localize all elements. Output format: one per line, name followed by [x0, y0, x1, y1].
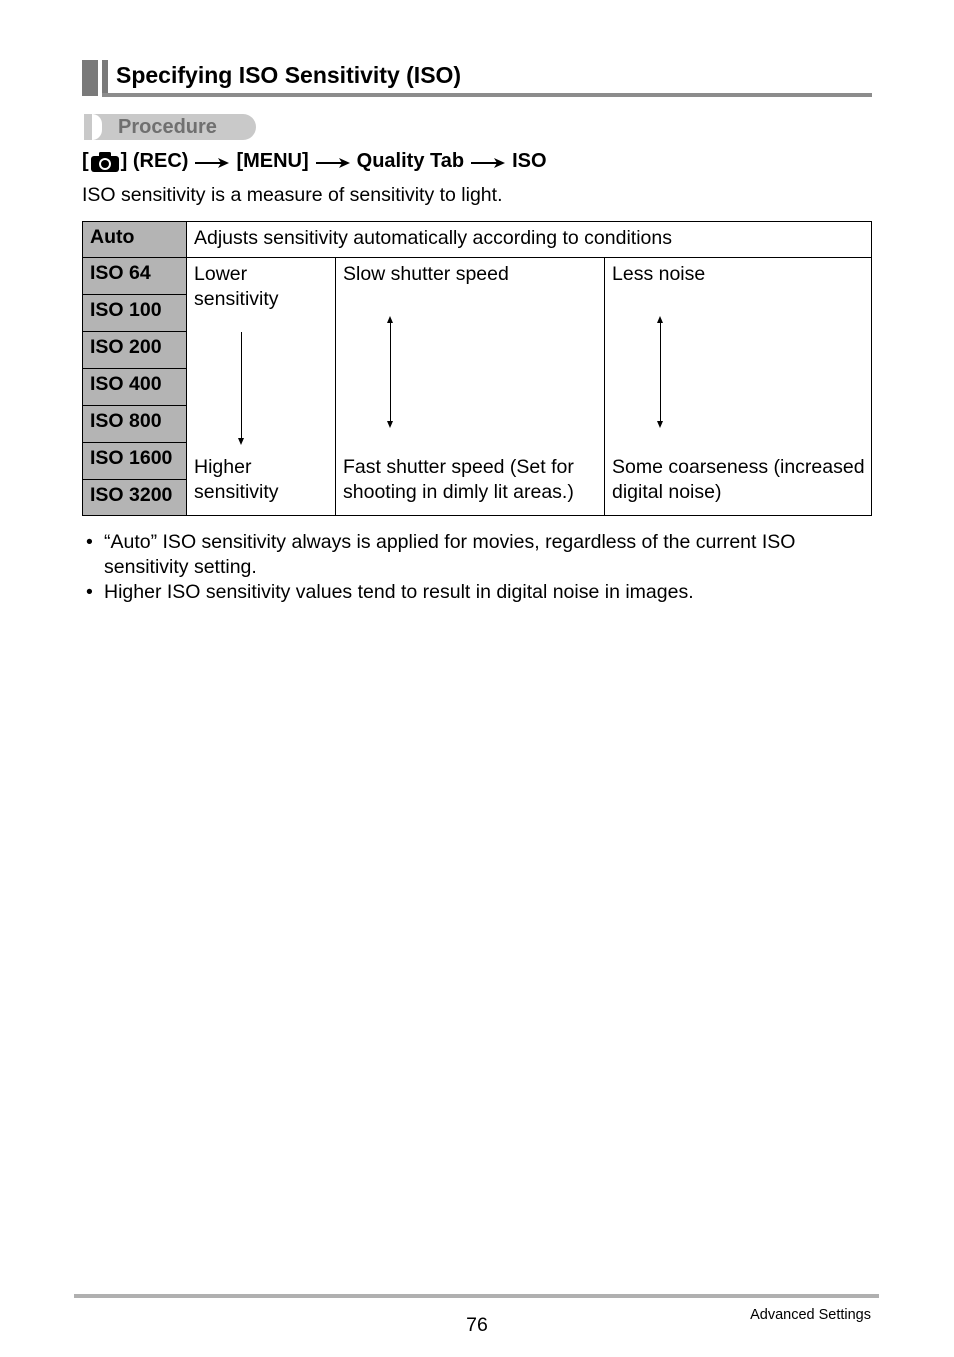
row-header-iso: ISO 200 [83, 332, 187, 369]
menu-path [82, 150, 547, 173]
sensitivity-top: Lower sensitivity [194, 263, 279, 310]
shutter-top: Slow shutter speed [343, 263, 509, 285]
table-row [83, 258, 872, 295]
path-menu: [MENU] [236, 150, 309, 172]
shutter-bottom: Fast shutter speed (Set for shooting in dimly lit areas.) [343, 456, 574, 503]
row-header-iso: ISO 400 [83, 369, 187, 406]
noise-column [605, 258, 872, 516]
noise-bottom: Some coarseness (increased digital noise) [612, 456, 865, 503]
list-item [82, 580, 872, 605]
page-title: Specifying ISO Sensitivity (ISO) [116, 62, 462, 88]
bullet: • [86, 531, 93, 553]
auto-description: Adjusts sensitivity automatically according to conditions [187, 222, 872, 258]
right-arrow-icon [195, 152, 229, 172]
row-header-iso: ISO 3200 [83, 480, 187, 516]
path-tab: Quality Tab [356, 150, 465, 172]
procedure-tab [84, 114, 256, 140]
row-header-iso: ISO 1600 [83, 443, 187, 480]
section-name: Advanced Settings [750, 1307, 871, 1323]
camera-icon [90, 151, 120, 173]
intro-text: ISO sensitivity is a measure of sensitivity to light. [82, 184, 503, 206]
procedure-tab-notch [92, 114, 102, 140]
right-arrow-icon [471, 152, 505, 172]
noise-arrow-line [660, 321, 661, 426]
table-row [83, 222, 872, 258]
sensitivity-arrow-line [241, 332, 242, 442]
row-header-iso: ISO 800 [83, 406, 187, 443]
noise-top: Less noise [612, 263, 706, 285]
heading-marker-thin [102, 60, 108, 96]
iso-table [82, 221, 872, 516]
procedure-label: Procedure [118, 116, 217, 138]
heading-rule [102, 93, 872, 97]
row-header-iso: ISO 100 [83, 295, 187, 332]
right-arrow-icon [316, 152, 350, 172]
shutter-arrow-line [390, 321, 391, 426]
list-item [82, 530, 872, 580]
sensitivity-bottom: Higher sensitivity [194, 456, 279, 503]
shutter-column [336, 258, 605, 516]
heading-marker [82, 60, 98, 96]
note-text: “Auto” ISO sensitivity always is applied for movies, regardless of the current ISO sensitivity setting. [104, 531, 796, 578]
row-header-auto: Auto [83, 222, 187, 258]
down-arrow-icon [387, 421, 393, 428]
page-number: 76 [466, 1314, 488, 1336]
note-text: Higher ISO sensitivity values tend to result in digital noise in images. [104, 581, 694, 603]
row-header-iso: ISO 64 [83, 258, 187, 295]
footer-rule [74, 1294, 879, 1298]
bullet: • [86, 581, 93, 603]
path-rec: ] (REC) [120, 150, 189, 172]
notes-list [82, 530, 872, 605]
down-arrow-icon [238, 438, 244, 445]
down-arrow-icon [657, 421, 663, 428]
path-setting: ISO [512, 150, 547, 172]
path-open-bracket: [ [82, 150, 89, 172]
section-heading [82, 60, 872, 98]
sensitivity-column [187, 258, 336, 516]
